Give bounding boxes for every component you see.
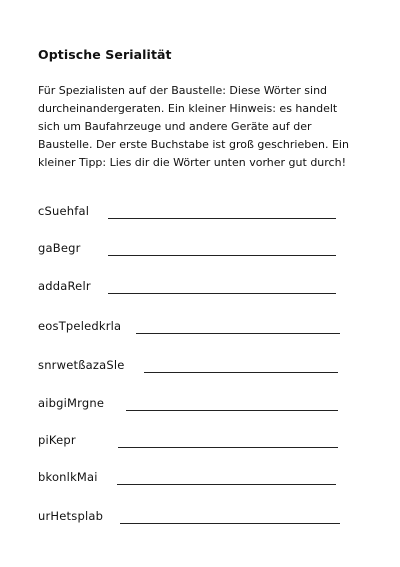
scrambled-word: urHetsplab [38, 509, 104, 523]
instructions-paragraph [38, 82, 383, 172]
word-row [38, 470, 358, 488]
word-row [38, 433, 358, 451]
answer-line [117, 484, 336, 485]
word-row [38, 204, 358, 222]
instructions-line: durcheinandergeraten. Ein kleiner Hinweis: es handelt [38, 102, 338, 115]
answer-line [108, 218, 336, 219]
scrambled-word: eosTpeledkrla [38, 319, 122, 333]
word-row [38, 279, 358, 297]
answer-line [120, 523, 340, 524]
answer-line [136, 333, 340, 334]
word-row [38, 241, 358, 259]
instructions-line: Baustelle. Der erste Buchstabe ist groß geschrieben. Ein [38, 138, 349, 151]
scrambled-word: cSuehfal [38, 204, 90, 218]
answer-line [144, 372, 338, 373]
scrambled-word: bkonlkMai [38, 470, 98, 484]
answer-line [126, 410, 338, 411]
answer-line [118, 447, 338, 448]
word-row [38, 396, 358, 414]
answer-line [108, 293, 336, 294]
instructions-line: Für Spezialisten auf der Baustelle: Diese Wörter sind [38, 84, 328, 97]
scrambled-word: snrwetßazaSle [38, 358, 125, 372]
answer-line [108, 255, 336, 256]
word-row [38, 509, 358, 527]
instructions-line: kleiner Tipp: Lies dir die Wörter unten vorher gut durch! [38, 156, 346, 169]
scrambled-word: piKepr [38, 433, 76, 447]
scrambled-word: gaBegr [38, 241, 81, 255]
scrambled-word: addaRelr [38, 279, 91, 293]
word-row [38, 319, 358, 337]
word-row [38, 358, 358, 376]
instructions-line: sich um Baufahrzeuge und andere Geräte auf der [38, 120, 312, 133]
scrambled-word: aibgiMrgne [38, 396, 105, 410]
worksheet-title: Optische Serialität [38, 47, 172, 62]
